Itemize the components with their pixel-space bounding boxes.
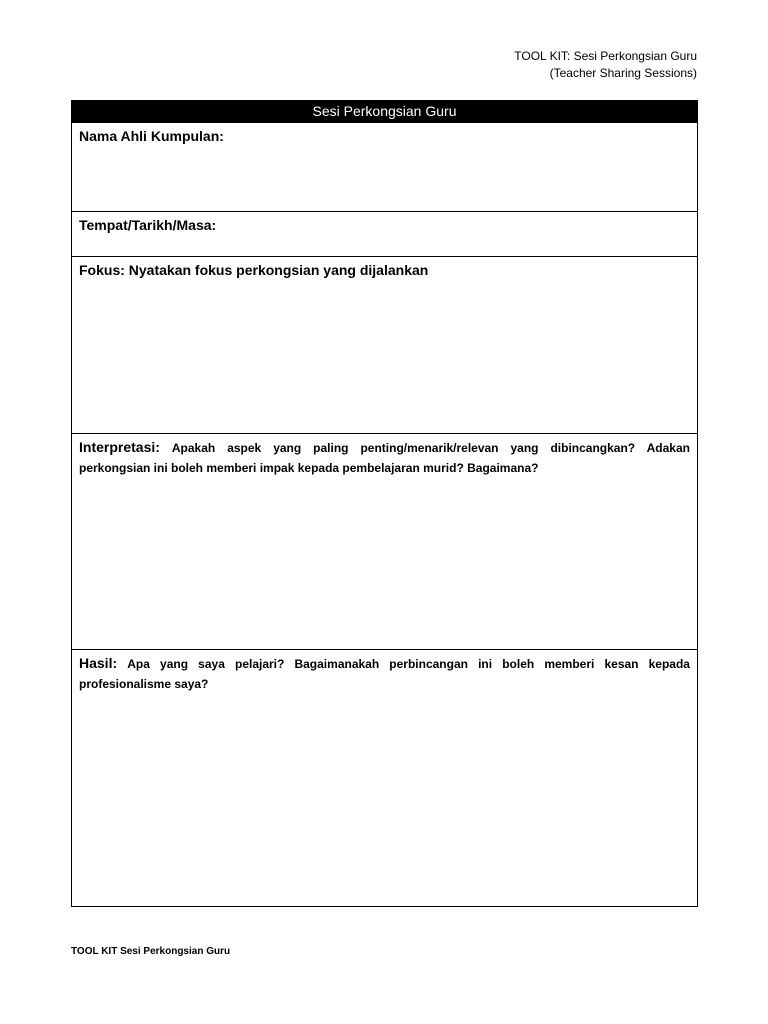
section-label: Fokus: Nyatakan fokus perkongsian yang dijalankan [79, 262, 429, 278]
sharing-session-form [71, 100, 698, 907]
section-prompt [79, 438, 690, 478]
section-interpretation[interactable] [72, 433, 697, 649]
section-question: Apa yang saya pelajari? Bagaimanakah perbincangan ini boleh memberi kesan kepada profesionalisme saya? [79, 657, 690, 691]
header-line-2: (Teacher Sharing Sessions) [549, 66, 697, 80]
section-group-members[interactable] [72, 122, 697, 211]
section-label: Tempat/Tarikh/Masa: [79, 217, 217, 233]
section-prompt [79, 654, 690, 694]
section-focus[interactable] [72, 256, 697, 433]
footer-note: TOOL KIT Sesi Perkongsian Guru [71, 946, 231, 957]
section-question: Apakah aspek yang paling penting/menarik/relevan yang dibincangkan? Adakan perkongsian ini boleh memberi impak kepada pembelajaran murid? Bagaimana? [79, 441, 690, 475]
section-outcome[interactable] [72, 649, 697, 906]
section-place-date-time[interactable] [72, 211, 697, 256]
section-label: Nama Ahli Kumpulan: [79, 128, 224, 144]
section-label: Interpretasi: [79, 439, 160, 455]
header-note [514, 48, 697, 82]
section-label: Hasil: [79, 655, 118, 671]
header-line-1: TOOL KIT: Sesi Perkongsian Guru [514, 49, 697, 63]
form-title: Sesi Perkongsian Guru [72, 101, 697, 122]
